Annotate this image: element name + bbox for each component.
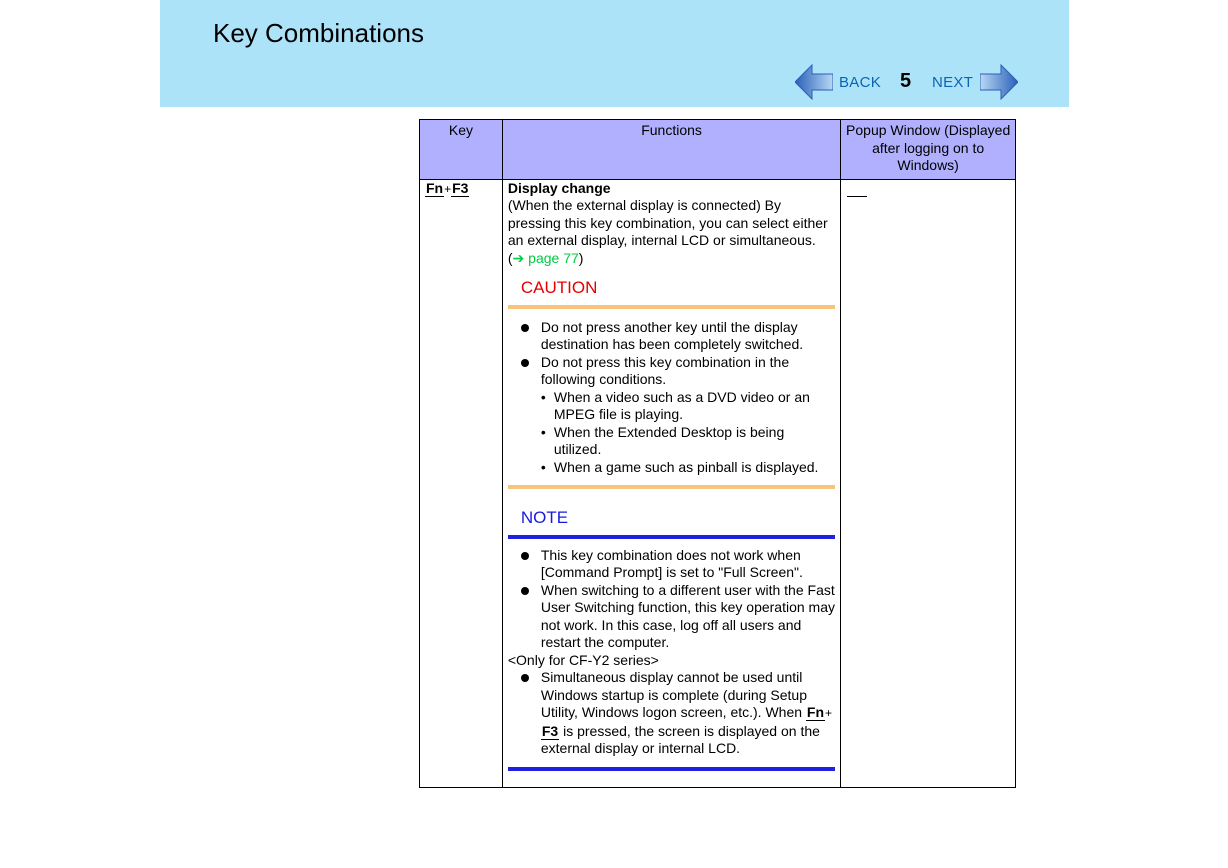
f3-key: F3 <box>452 179 469 196</box>
note-heading: NOTE <box>520 508 569 527</box>
page-header <box>160 0 1069 107</box>
bullet-icon <box>521 674 529 682</box>
list-item <box>508 582 835 652</box>
list-item <box>508 319 835 354</box>
note-top-bar <box>508 535 835 539</box>
header-popup: Popup Window (Displayed after logging on to Windows) <box>841 120 1016 180</box>
model-item-text-post: is pressed, the screen is displayed on the external display or internal LCD. <box>540 722 820 756</box>
next-button[interactable] <box>930 62 1020 102</box>
note-item-text: When switching to a different user with the Fast User Switching function, this key operation may not work. In this case, log off all users and restart the computer. <box>540 581 835 650</box>
function-cell <box>502 179 840 787</box>
bullet-icon <box>521 587 529 595</box>
caution-top-bar <box>508 305 835 309</box>
sub-list-item <box>541 459 835 477</box>
caution-sublist <box>541 389 835 477</box>
f3-key: F3 <box>541 722 559 739</box>
sub-item-text: When a video such as a DVD video or an MPEG file is playing. <box>553 388 810 422</box>
fn-key: Fn <box>426 179 444 196</box>
link-arrow-icon: ➔ <box>512 249 525 266</box>
page-title: Key Combinations <box>213 18 424 48</box>
next-label: NEXT <box>932 74 974 91</box>
sub-bullet-icon: • <box>540 388 546 405</box>
plus-sign: + <box>444 181 452 196</box>
sub-list-item <box>541 389 835 424</box>
model-list <box>508 669 835 758</box>
bullet-icon <box>521 324 529 332</box>
note-list <box>508 547 835 652</box>
key-cell <box>420 179 503 787</box>
model-label: <Only for CF-Y2 series> <box>507 651 659 668</box>
page-number: 5 <box>900 70 912 92</box>
list-item <box>508 354 835 477</box>
sub-bullet-icon: • <box>540 423 546 440</box>
fn-key: Fn <box>806 704 825 720</box>
model-item-text-pre: Simultaneous display cannot be used until Windows startup is complete (during Setup Utility, Windows logon screen, etc.). When <box>540 669 807 720</box>
caution-item-text: Do not press this key combination in the following conditions. <box>540 353 790 387</box>
caution-list <box>508 319 835 477</box>
next-arrow-icon <box>980 64 1018 100</box>
function-title: Display change <box>507 179 611 196</box>
table-row <box>420 179 1016 787</box>
key-combination-table <box>419 119 1016 788</box>
description-close: ) <box>578 249 584 266</box>
sub-item-text: When the Extended Desktop is being utilized. <box>553 423 785 457</box>
note-bottom-bar <box>508 767 835 771</box>
back-label: BACK <box>839 74 882 91</box>
list-item <box>508 547 835 582</box>
list-item <box>508 669 835 758</box>
back-arrow-icon <box>795 64 833 100</box>
caution-heading: CAUTION <box>520 278 598 297</box>
sub-list-item <box>541 424 835 459</box>
caution-item-text: Do not press another key until the display destination has been completely switched. <box>540 318 804 352</box>
table-header-row <box>420 120 1016 180</box>
header-key: Key <box>420 120 503 180</box>
page-link[interactable] <box>513 250 579 266</box>
bullet-icon <box>521 552 529 560</box>
popup-none-dash <box>847 180 867 197</box>
page-link-text: page 77 <box>524 249 579 266</box>
plus-sign: + <box>825 706 833 720</box>
popup-cell <box>841 179 1016 787</box>
bullet-icon <box>521 359 529 367</box>
note-item-text: This key combination does not work when [Command Prompt] is set to "Full Screen". <box>540 546 803 580</box>
sub-item-text: When a game such as pinball is displayed. <box>553 458 819 475</box>
back-button[interactable] <box>795 62 885 102</box>
header-functions: Functions <box>502 120 840 180</box>
sub-bullet-icon: • <box>540 458 546 475</box>
function-description: (When the external display is connected) By pressing this key combination, you can select either an external display, internal LCD or simultaneous. ( <box>507 197 828 266</box>
